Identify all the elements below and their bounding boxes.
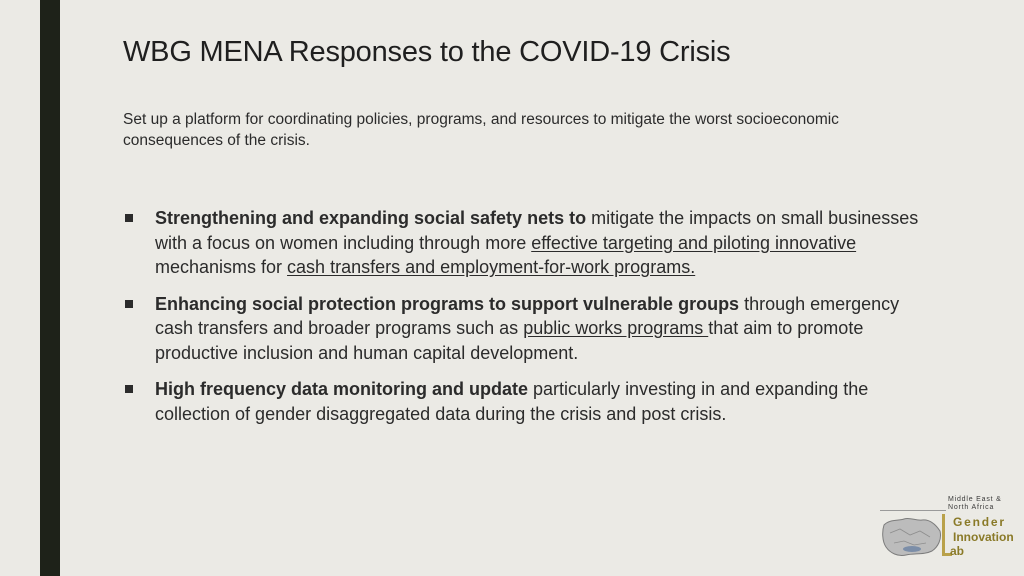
bullet-item-social-protection bbox=[123, 292, 923, 366]
square-bullet-icon bbox=[125, 214, 133, 222]
bullet-heading: High frequency data monitoring and update bbox=[155, 379, 529, 399]
bullet-text: through emergency cash transfers and broader programs such as bbox=[155, 293, 900, 338]
gender-innovation-lab-logo bbox=[880, 496, 1016, 568]
logo-region-label: Middle East & North Africa bbox=[948, 496, 1002, 511]
bullet-heading: Strengthening and expanding social safety nets to bbox=[155, 208, 587, 228]
mena-map-icon bbox=[880, 510, 946, 561]
bullet-underlined-text: effective targeting and piloting innovative bbox=[531, 232, 857, 253]
bullet-text: mitigate the impacts on small businesses with a focus on women including through more bbox=[155, 208, 919, 253]
bullet-item-safety-nets bbox=[123, 206, 923, 280]
left-accent-bar bbox=[40, 0, 60, 576]
slide-subtitle: Set up a platform for coordinating policies, programs, and resources to mitigate the worst socioeconomic consequences of the crisis. bbox=[123, 111, 839, 149]
bullet-text: mechanisms for bbox=[155, 257, 288, 277]
bullet-text: particularly investing in and expanding the collection of gender disaggregated data during the crisis and post crisis. bbox=[155, 379, 869, 424]
slide-title: WBG MENA Responses to the COVID-19 Crisis bbox=[123, 36, 731, 68]
square-bullet-icon bbox=[125, 300, 133, 308]
bullet-text: that aim to promote productive inclusion and human capital development. bbox=[155, 318, 864, 363]
logo-l-letter bbox=[942, 514, 945, 556]
bullet-list bbox=[123, 206, 923, 438]
bullet-underlined-text: cash transfers and employment-for-work programs. bbox=[287, 257, 696, 277]
bullet-heading: Enhancing social protection programs to support vulnerable groups bbox=[155, 293, 740, 314]
logo-word-innovation: Innovation bbox=[953, 530, 1014, 544]
bullet-underlined-text: public works programs bbox=[523, 318, 709, 338]
logo-word-lab: ab bbox=[950, 544, 965, 558]
logo-word-gender: Gender bbox=[953, 515, 1006, 529]
square-bullet-icon bbox=[125, 385, 133, 393]
bullet-item-data-monitoring bbox=[123, 377, 923, 426]
